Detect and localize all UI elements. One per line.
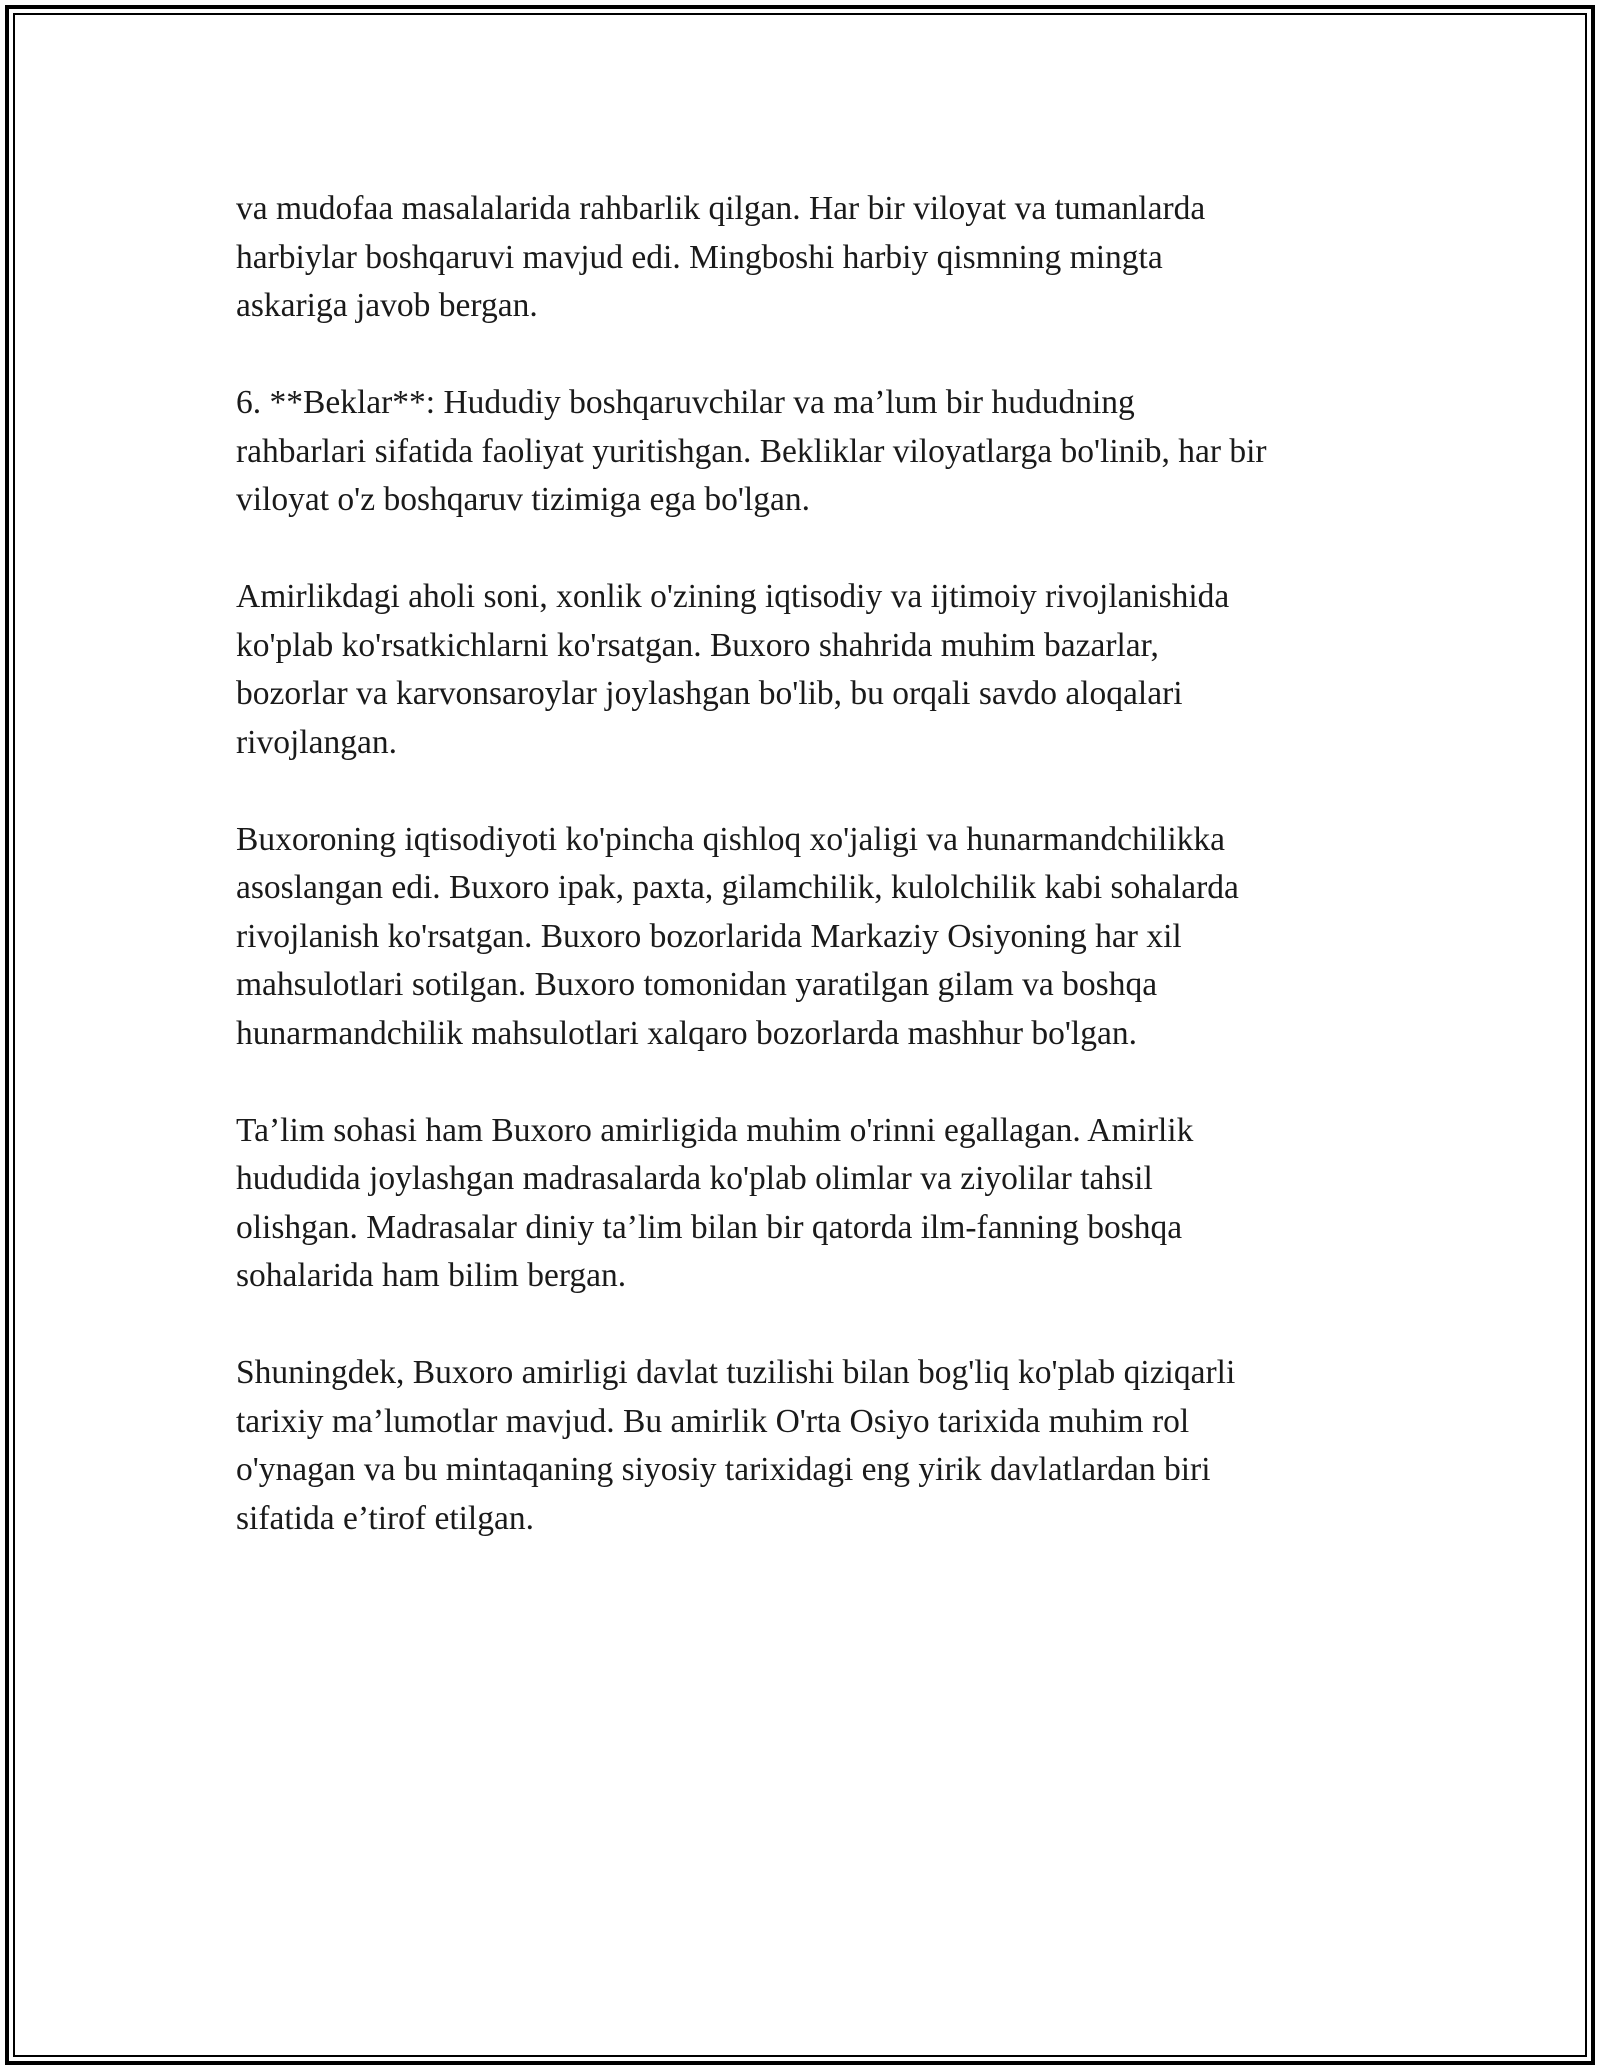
paragraph-beklar: 6. **Beklar**: Hududiy boshqaruvchilar va ma’lum bir hududning rahbarlari sifatida faoliyat yuritishgan. Bekliklar viloyatlarga bo'linib, har bir viloyat o'z boshqaruv tizimiga ega bo'lgan. — [236, 384, 1267, 518]
paragraph-education: Ta’lim sohasi ham Buxoro amirligida muhim o'rinni egallagan. Amirlik hududida joylashgan madrasalarda ko'plab olimlar va ziyolilar tahsil olishgan. Madrasalar diniy ta’lim bilan bir qatorda ilm-fanning boshqa sohalarida ham bilim bergan. — [236, 1111, 1194, 1294]
paragraph-population: Amirlikdagi aholi soni, xonlik o'zining iqtisodiy va ijtimoiy rivojlanishida ko'plab ko'rsatkichlarni ko'rsatgan. Buxoro shahrida muhim bazarlar, bozorlar va karvonsaroylar joylashgan bo'lib, bu orqali savdo aloqalari rivojlangan. — [236, 578, 1230, 761]
paragraph-conclusion: Shuningdek, Buxoro amirligi davlat tuzilishi bilan bog'liq ko'plab qiziqarli tarixiy ma’lumotlar mavjud. Bu amirlik O'rta Osiyo tarixida muhim rol o'ynagan va bu mintaqaning siyosiy tarixidagi eng yirik davlatlardan biri sifatida e’tirof etilgan. — [236, 1354, 1236, 1537]
document-body — [236, 185, 1386, 1592]
paragraph-economy: Buxoroning iqtisodiyoti ko'pincha qishloq xo'jaligi va hunarmandchilikka asoslangan edi. Buxoro ipak, paxta, gilamchilik, kulolchilik kabi sohalarda rivojlanish ko'rsatgan. Buxoro bozorlarida Markaziy Osiyoning har xil mahsulotlari sotilgan. Buxoro tomonidan yaratilgan gilam va boshqa hunarmandchilik mahsulotlari xalqaro bozorlarda mashhur bo'lgan. — [236, 820, 1239, 1052]
paragraph-military: va mudofaa masalalarida rahbarlik qilgan. Har bir viloyat va tumanlarda harbiylar boshqaruvi mavjud edi. Mingboshi harbiy qismning mingta askariga javob bergan. — [236, 190, 1206, 324]
